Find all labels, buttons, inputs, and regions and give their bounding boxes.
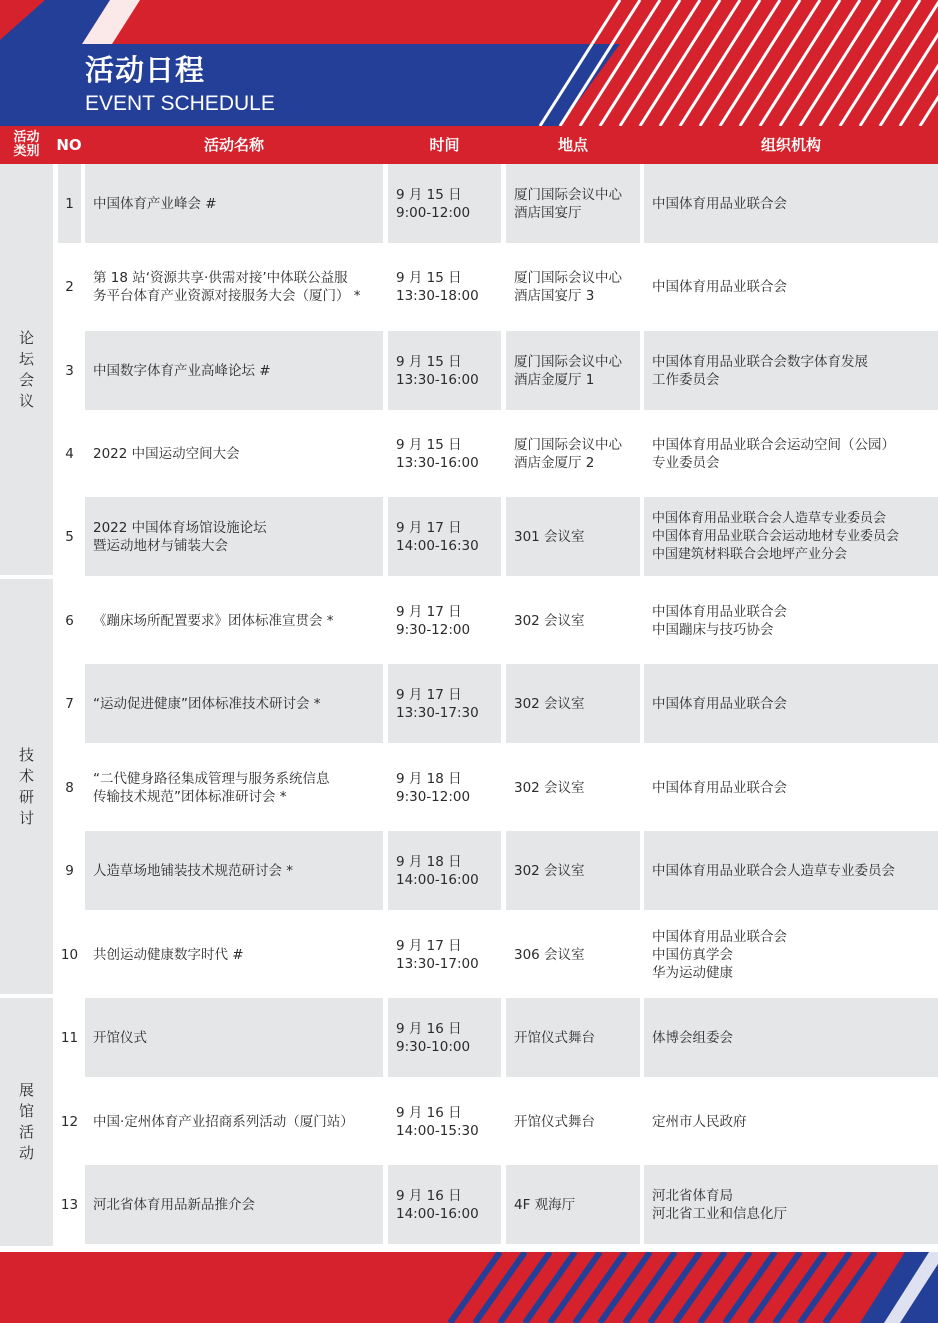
- event-place: 厦门国际会议中心 酒店金厦厅 1: [506, 331, 640, 410]
- table-row: [0, 998, 938, 1079]
- event-time: 9 月 15 日 13:30-16:00: [388, 331, 501, 410]
- event-organizer: 河北省体育局 河北省工业和信息化厅: [644, 1165, 938, 1244]
- event-organizer: 中国体育用品业联合会: [652, 779, 787, 796]
- row-number: 8: [65, 779, 74, 796]
- table-row: [0, 1165, 938, 1246]
- table-row: [0, 915, 938, 996]
- event-time: 9 月 18 日 14:00-16:00: [388, 831, 501, 910]
- event-place: 302 会议室: [506, 831, 640, 910]
- event-organizer: 中国体育用品业联合会 中国蹦床与技巧协会: [652, 603, 787, 638]
- row-number: 1: [58, 164, 81, 243]
- event-name: 中国体育产业峰会 #: [85, 164, 383, 243]
- schedule-table: [0, 164, 938, 1248]
- event-place: 开馆仪式舞台: [514, 1113, 595, 1130]
- event-name: “运动促进健康”团体标准技术研讨会 *: [85, 664, 383, 743]
- event-name: 2022 中国体育场馆设施论坛 暨运动地材与铺装大会: [85, 497, 383, 576]
- footer-decoration: [0, 1252, 938, 1323]
- event-time: 9 月 15 日 13:30-16:00: [396, 436, 479, 471]
- event-name: 第 18 站‘资源共享·供需对接’中体联公益服 务平台体育产业资源对接服务大会（厦门） *: [93, 269, 361, 304]
- event-name: 中国数字体育产业高峰论坛 #: [85, 331, 383, 410]
- event-time: 9 月 16 日 14:00-15:30: [396, 1104, 479, 1139]
- event-time: 9 月 17 日 9:30-12:00: [396, 603, 471, 638]
- event-organizer: 中国体育用品业联合会: [644, 664, 938, 743]
- table-row: [0, 247, 938, 328]
- event-time: 9 月 16 日 9:30-10:00: [388, 998, 501, 1077]
- row-number: 6: [65, 612, 74, 629]
- row-number: 5: [65, 528, 74, 545]
- column-header-name: 活动名称: [203, 136, 264, 154]
- event-time: 9 月 16 日 14:00-16:00: [388, 1165, 501, 1244]
- table-row: [0, 748, 938, 829]
- page-title: 活动日程: [85, 53, 206, 87]
- event-name: 共创运动健康数字时代 #: [93, 946, 244, 963]
- event-name: 人造草场地铺装技术规范研讨会 *: [85, 831, 383, 910]
- table-row: [0, 1082, 938, 1163]
- event-time: 9 月 17 日 13:30-17:00: [396, 937, 479, 972]
- event-organizer: 中国体育用品业联合会数字体育发展 工作委员会: [644, 331, 938, 410]
- row-number: 12: [60, 1113, 79, 1130]
- event-place: 302 会议室: [514, 779, 585, 796]
- event-name: 河北省体育用品新品推介会: [85, 1165, 383, 1244]
- event-organizer: 中国体育用品业联合会运动空间（公园） 专业委员会: [652, 436, 895, 471]
- column-header-category: 活动 类别: [13, 130, 40, 159]
- table-header: [0, 126, 938, 164]
- table-row: [0, 664, 938, 745]
- table-row: [0, 164, 938, 245]
- row-number: 2: [65, 278, 74, 295]
- column-header-org: 组织机构: [760, 136, 821, 154]
- row-number: 7: [65, 695, 74, 712]
- event-place: 厦门国际会议中心 酒店国宴厅 3: [514, 269, 622, 304]
- event-organizer: 中国体育用品业联合会: [652, 278, 787, 295]
- event-organizer: 中国体育用品业联合会 中国仿真学会 华为运动健康: [652, 928, 787, 981]
- event-organizer: 定州市人民政府: [652, 1113, 747, 1130]
- column-header-place: 地点: [557, 136, 588, 154]
- event-organizer: 体博会组委会: [644, 998, 938, 1077]
- event-name: 中国·定州体育产业招商系列活动（厦门站）: [93, 1113, 354, 1130]
- event-place: 开馆仪式舞台: [506, 998, 640, 1077]
- event-time: 9 月 18 日 9:30-12:00: [396, 770, 471, 805]
- event-place: 302 会议室: [514, 612, 585, 629]
- event-name: 《蹦床场所配置要求》团体标准宣贯会 *: [93, 612, 334, 629]
- table-row: [0, 414, 938, 495]
- category-label: 论坛会议: [18, 328, 34, 410]
- row-number: 11: [60, 1029, 79, 1046]
- row-number: 10: [60, 946, 79, 963]
- row-number: 3: [65, 362, 74, 379]
- event-name: 开馆仪式: [85, 998, 383, 1077]
- event-place: 302 会议室: [506, 664, 640, 743]
- row-number: 13: [60, 1196, 79, 1213]
- event-time: 9 月 17 日 13:30-17:30: [388, 664, 501, 743]
- page-subtitle: EVENT SCHEDULE: [85, 92, 275, 115]
- event-organizer: 中国体育用品业联合会人造草专业委员会: [644, 831, 938, 910]
- event-place: 301 会议室: [506, 497, 640, 576]
- event-organizer: 中国体育用品业联合会人造草专业委员会 中国体育用品业联合会运动地材专业委员会 中国建筑材料联合会地坪产业分会: [644, 497, 938, 576]
- event-organizer: 中国体育用品业联合会: [644, 164, 938, 243]
- table-row: [0, 331, 938, 412]
- row-number: 4: [65, 445, 74, 462]
- column-header-time: 时间: [429, 136, 460, 154]
- event-place: 厦门国际会议中心 酒店国宴厅: [506, 164, 640, 243]
- table-row: [0, 831, 938, 912]
- event-name: 2022 中国运动空间大会: [93, 445, 240, 462]
- header-banner: [0, 0, 938, 126]
- table-row: [0, 581, 938, 662]
- category-label: 展馆活动: [18, 1081, 34, 1162]
- table-row: [0, 497, 938, 578]
- event-name: “二代健身路径集成管理与服务系统信息 传输技术规范”团体标准研讨会 *: [93, 770, 330, 805]
- event-place: 4F 观海厅: [506, 1165, 640, 1244]
- footer-banner: [0, 1252, 938, 1323]
- event-time: 9 月 17 日 14:00-16:30: [388, 497, 501, 576]
- event-time: 9 月 15 日 13:30-18:00: [396, 269, 479, 304]
- category-label: 技术研讨: [18, 745, 34, 827]
- event-time: 9 月 15 日 9:00-12:00: [388, 164, 501, 243]
- row-number: 9: [65, 862, 74, 879]
- event-place: 厦门国际会议中心 酒店金厦厅 2: [514, 436, 622, 471]
- event-place: 306 会议室: [514, 946, 585, 963]
- column-header-no: NO: [56, 136, 82, 154]
